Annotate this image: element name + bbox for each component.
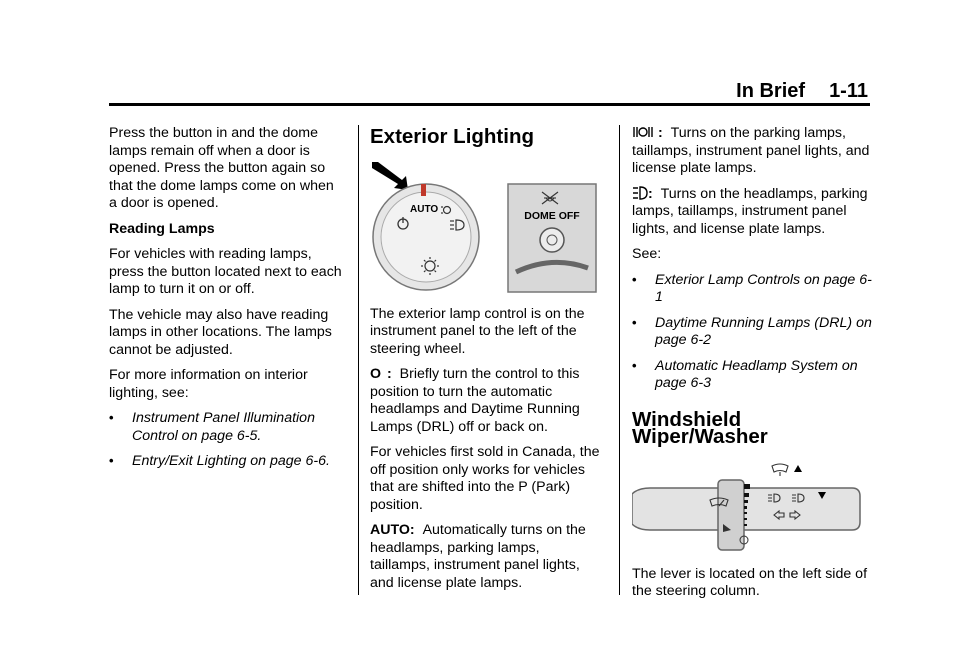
more-info-paragraph: For more information on interior lighting, see: xyxy=(109,367,308,401)
reading-lamps-paragraph: For vehicles with reading lamps, press the button located next to each lamp to turn it on or off. xyxy=(109,246,342,297)
off-paragraph: O : Briefly turn the control to this position to turn the automatic headlamps and Daytime Running Lamps (DRL) off or back on. xyxy=(370,366,580,435)
dome-paragraph: Press the button in and the dome lamps remain off when a door is opened. Press the button again so that the dome lamps come on when a door is opened. xyxy=(109,125,334,211)
headlamps-description: Turns on the headlamps, parking lamps, taillamps, instrument panel lights, and license plate lamps. xyxy=(632,185,868,237)
xref-link[interactable]: • Automatic Headlamp System on page 6-3 xyxy=(632,358,872,393)
dome-off-label: DOME OFF xyxy=(524,209,580,222)
column-divider-1 xyxy=(358,125,359,595)
knob-indicator xyxy=(421,184,426,196)
column-divider-2 xyxy=(619,125,620,595)
header-rule xyxy=(109,103,870,106)
lever-location-paragraph: The lever is located on the left side of the steering column. xyxy=(632,565,868,599)
page-number: 1-11 xyxy=(829,80,868,102)
headlamps-paragraph: : Turns on the headlamps, parking lamps, taillamps, instrument panel lights, and license plate lamps. xyxy=(632,185,868,237)
parking-lamps-icon xyxy=(632,125,658,139)
up-arrow-icon xyxy=(794,465,802,472)
parking-lamps-paragraph: : Turns on the parking lamps, taillamps, instrument panel lights, and license plate lamps. xyxy=(632,125,870,176)
control-location-paragraph: The exterior lamp control is on the instrument panel to the left of the steering wheel. xyxy=(370,305,585,357)
wiper-lever-figure xyxy=(632,458,862,553)
xref-link[interactable]: • Daytime Running Lamps (DRL) on page 6-2 xyxy=(632,315,872,350)
page-header xyxy=(736,80,868,103)
xref-link[interactable]: • Entry/Exit Lighting on page 6-6. xyxy=(109,453,344,471)
column-3 xyxy=(632,125,872,609)
xref-link[interactable]: • Exterior Lamp Controls on page 6-1 xyxy=(632,272,872,307)
column-1 xyxy=(109,125,344,479)
parking-lamps-description: Turns on the parking lamps, taillamps, instrument panel lights, and license plate lamps. xyxy=(632,125,870,176)
wiper-washer-title: Windshield Wiper/Washer xyxy=(632,407,768,448)
exterior-lighting-title: Exterior Lighting xyxy=(370,125,534,148)
auto-paragraph xyxy=(370,522,602,592)
headlamps-icon xyxy=(632,186,648,200)
reading-lamps-heading: Reading Lamps xyxy=(109,220,215,237)
other-lamps-paragraph: The vehicle may also have reading lamps in other locations. The lamps cannot be adjusted. xyxy=(109,306,332,358)
auto-label: AUTO xyxy=(410,203,439,215)
canada-paragraph: For vehicles first sold in Canada, the off position only works for vehicles that are shifted into the P (Park) position. xyxy=(370,444,600,513)
auto-description: Automatically turns on the headlamps, parking lamps, taillamps, instrument panel lights, and license plate lamps. xyxy=(370,522,586,591)
column-2 xyxy=(370,125,602,600)
off-description: Briefly turn the control to this position to turn the automatic headlamps and Daytime Running Lamps (DRL) off or back on. xyxy=(370,366,580,435)
pointer-arrow-icon xyxy=(372,162,408,190)
see-label: See: xyxy=(632,246,662,262)
xref-link[interactable]: • Instrument Panel Illumination Control on page 6-5. xyxy=(109,410,344,445)
exterior-lamp-control-figure xyxy=(370,160,600,295)
power-off-icon: O xyxy=(370,366,382,382)
auto-term: AUTO: xyxy=(370,522,415,538)
washer-icon xyxy=(772,464,788,476)
section-title: In Brief xyxy=(736,80,806,102)
dimmer-thumbwheel xyxy=(540,228,564,252)
